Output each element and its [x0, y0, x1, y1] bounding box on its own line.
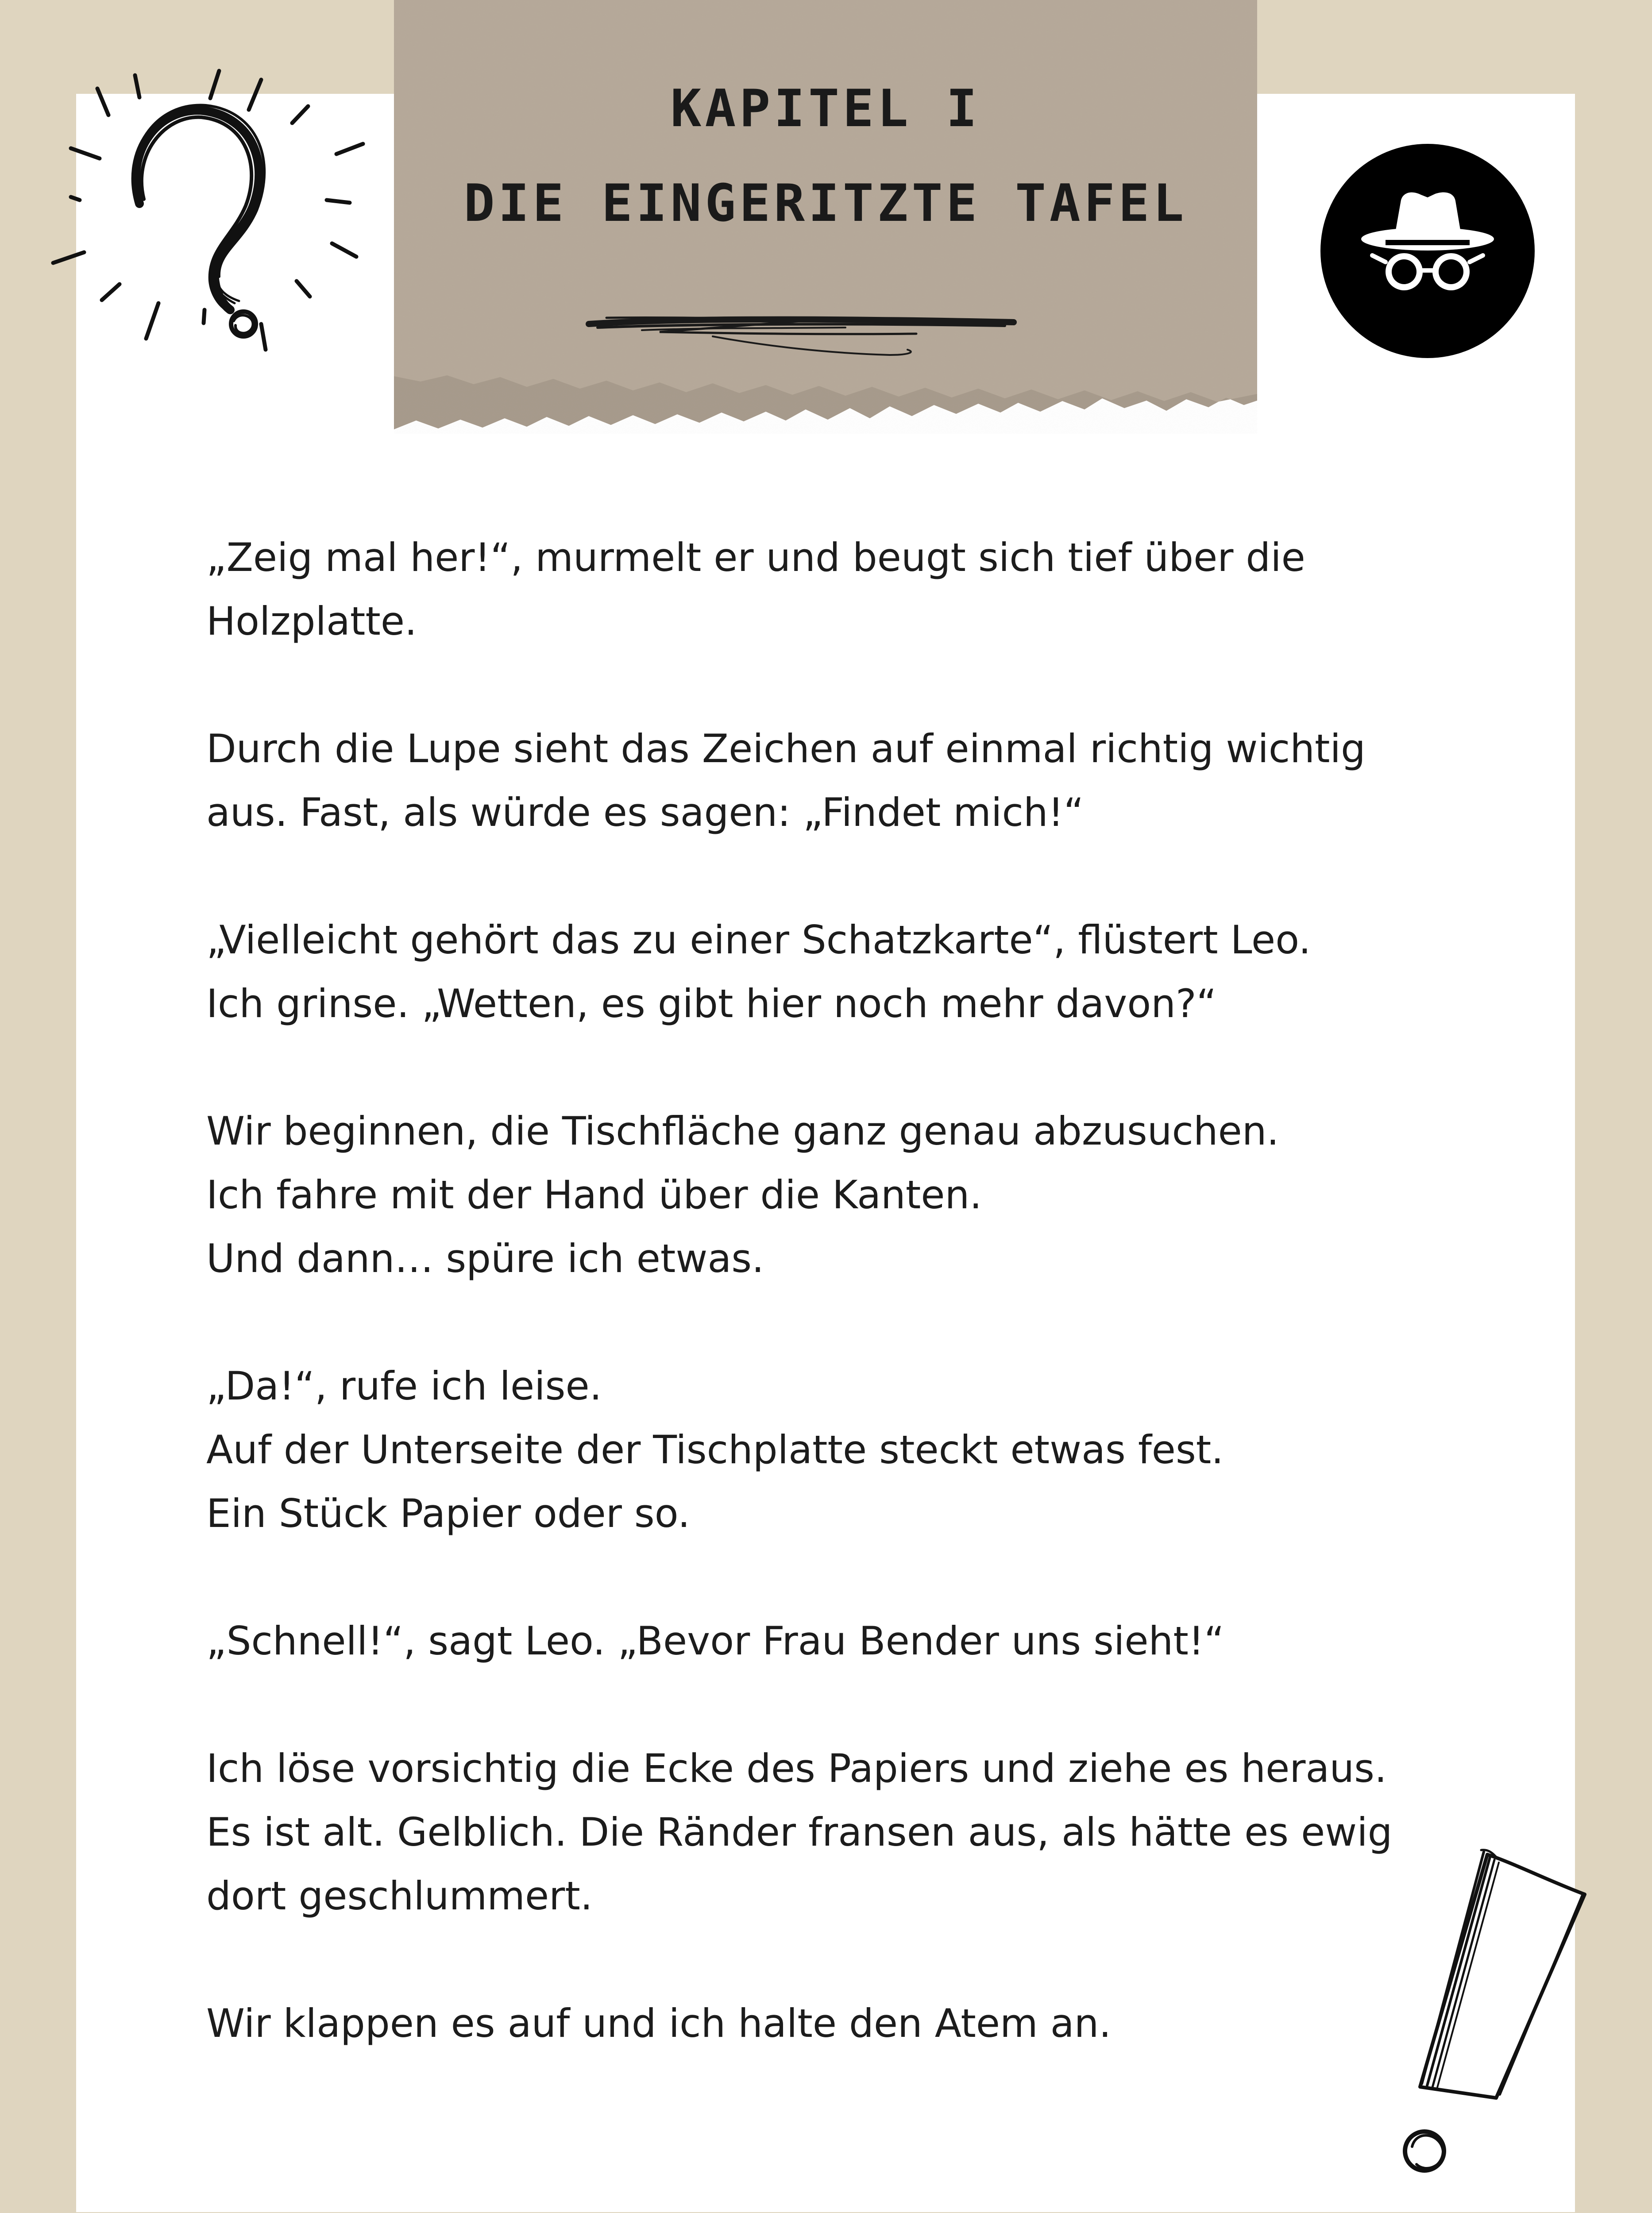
paragraph: [206, 1737, 1490, 1928]
paragraph: [206, 717, 1490, 844]
chapter-number: KAPITEL I: [670, 79, 981, 139]
text-line: Durch die Lupe sieht das Zeichen auf einmal richtig wichtig: [206, 726, 1366, 771]
text-line: Ich löse vorsichtig die Ecke des Papiers und ziehe es heraus.: [206, 1746, 1387, 1791]
text-line: Ich fahre mit der Hand über die Kanten.: [206, 1172, 982, 1218]
text-line: Ein Stück Papier oder so.: [206, 1491, 690, 1536]
chapter-title: DIE EINGERITZTE TAFEL: [463, 173, 1188, 233]
paragraph: [206, 526, 1490, 653]
text-line: Und dann… spüre ich etwas.: [206, 1236, 764, 1281]
question-mark-icon: [44, 62, 372, 354]
scribble-underline: [580, 297, 1023, 367]
paragraph: [206, 908, 1490, 1036]
text-line: „Zeig mal her!“, murmelt er und beugt sich tief über die: [206, 535, 1305, 580]
paragraph: [206, 1992, 1490, 2055]
text-line: aus. Fast, als würde es sagen: „Findet mich!“: [206, 790, 1084, 835]
chapter-banner: [394, 0, 1257, 434]
exclamation-mark-icon: [1381, 1841, 1594, 2182]
text-line: Wir beginnen, die Tischfläche ganz genau abzusuchen.: [206, 1108, 1279, 1154]
text-line: dort geschlummert.: [206, 1873, 593, 1919]
text-line: Wir klappen es auf und ich halte den Atem an.: [206, 2001, 1112, 2046]
paragraph: [206, 1099, 1490, 1291]
text-line: „Schnell!“, sagt Leo. „Bevor Frau Bender uns sieht!“: [206, 1618, 1224, 1664]
text-line: Holzplatte.: [206, 598, 417, 644]
text-line: Ich grinse. „Wetten, es gibt hier noch mehr davon?“: [206, 981, 1217, 1026]
spy-detective-icon: [1319, 143, 1536, 359]
paragraph: [206, 1354, 1490, 1546]
text-line: „Da!“, rufe ich leise.: [206, 1363, 602, 1409]
text-line: Auf der Unterseite der Tischplatte steckt etwas fest.: [206, 1427, 1224, 1473]
text-line: „Vielleicht gehört das zu einer Schatzkarte“, flüstert Leo.: [206, 917, 1311, 963]
paragraph: [206, 1609, 1490, 1673]
text-line: Es ist alt. Gelblich. Die Ränder fransen aus, als hätte es ewig: [206, 1809, 1393, 1855]
story-text: [206, 526, 1490, 2119]
